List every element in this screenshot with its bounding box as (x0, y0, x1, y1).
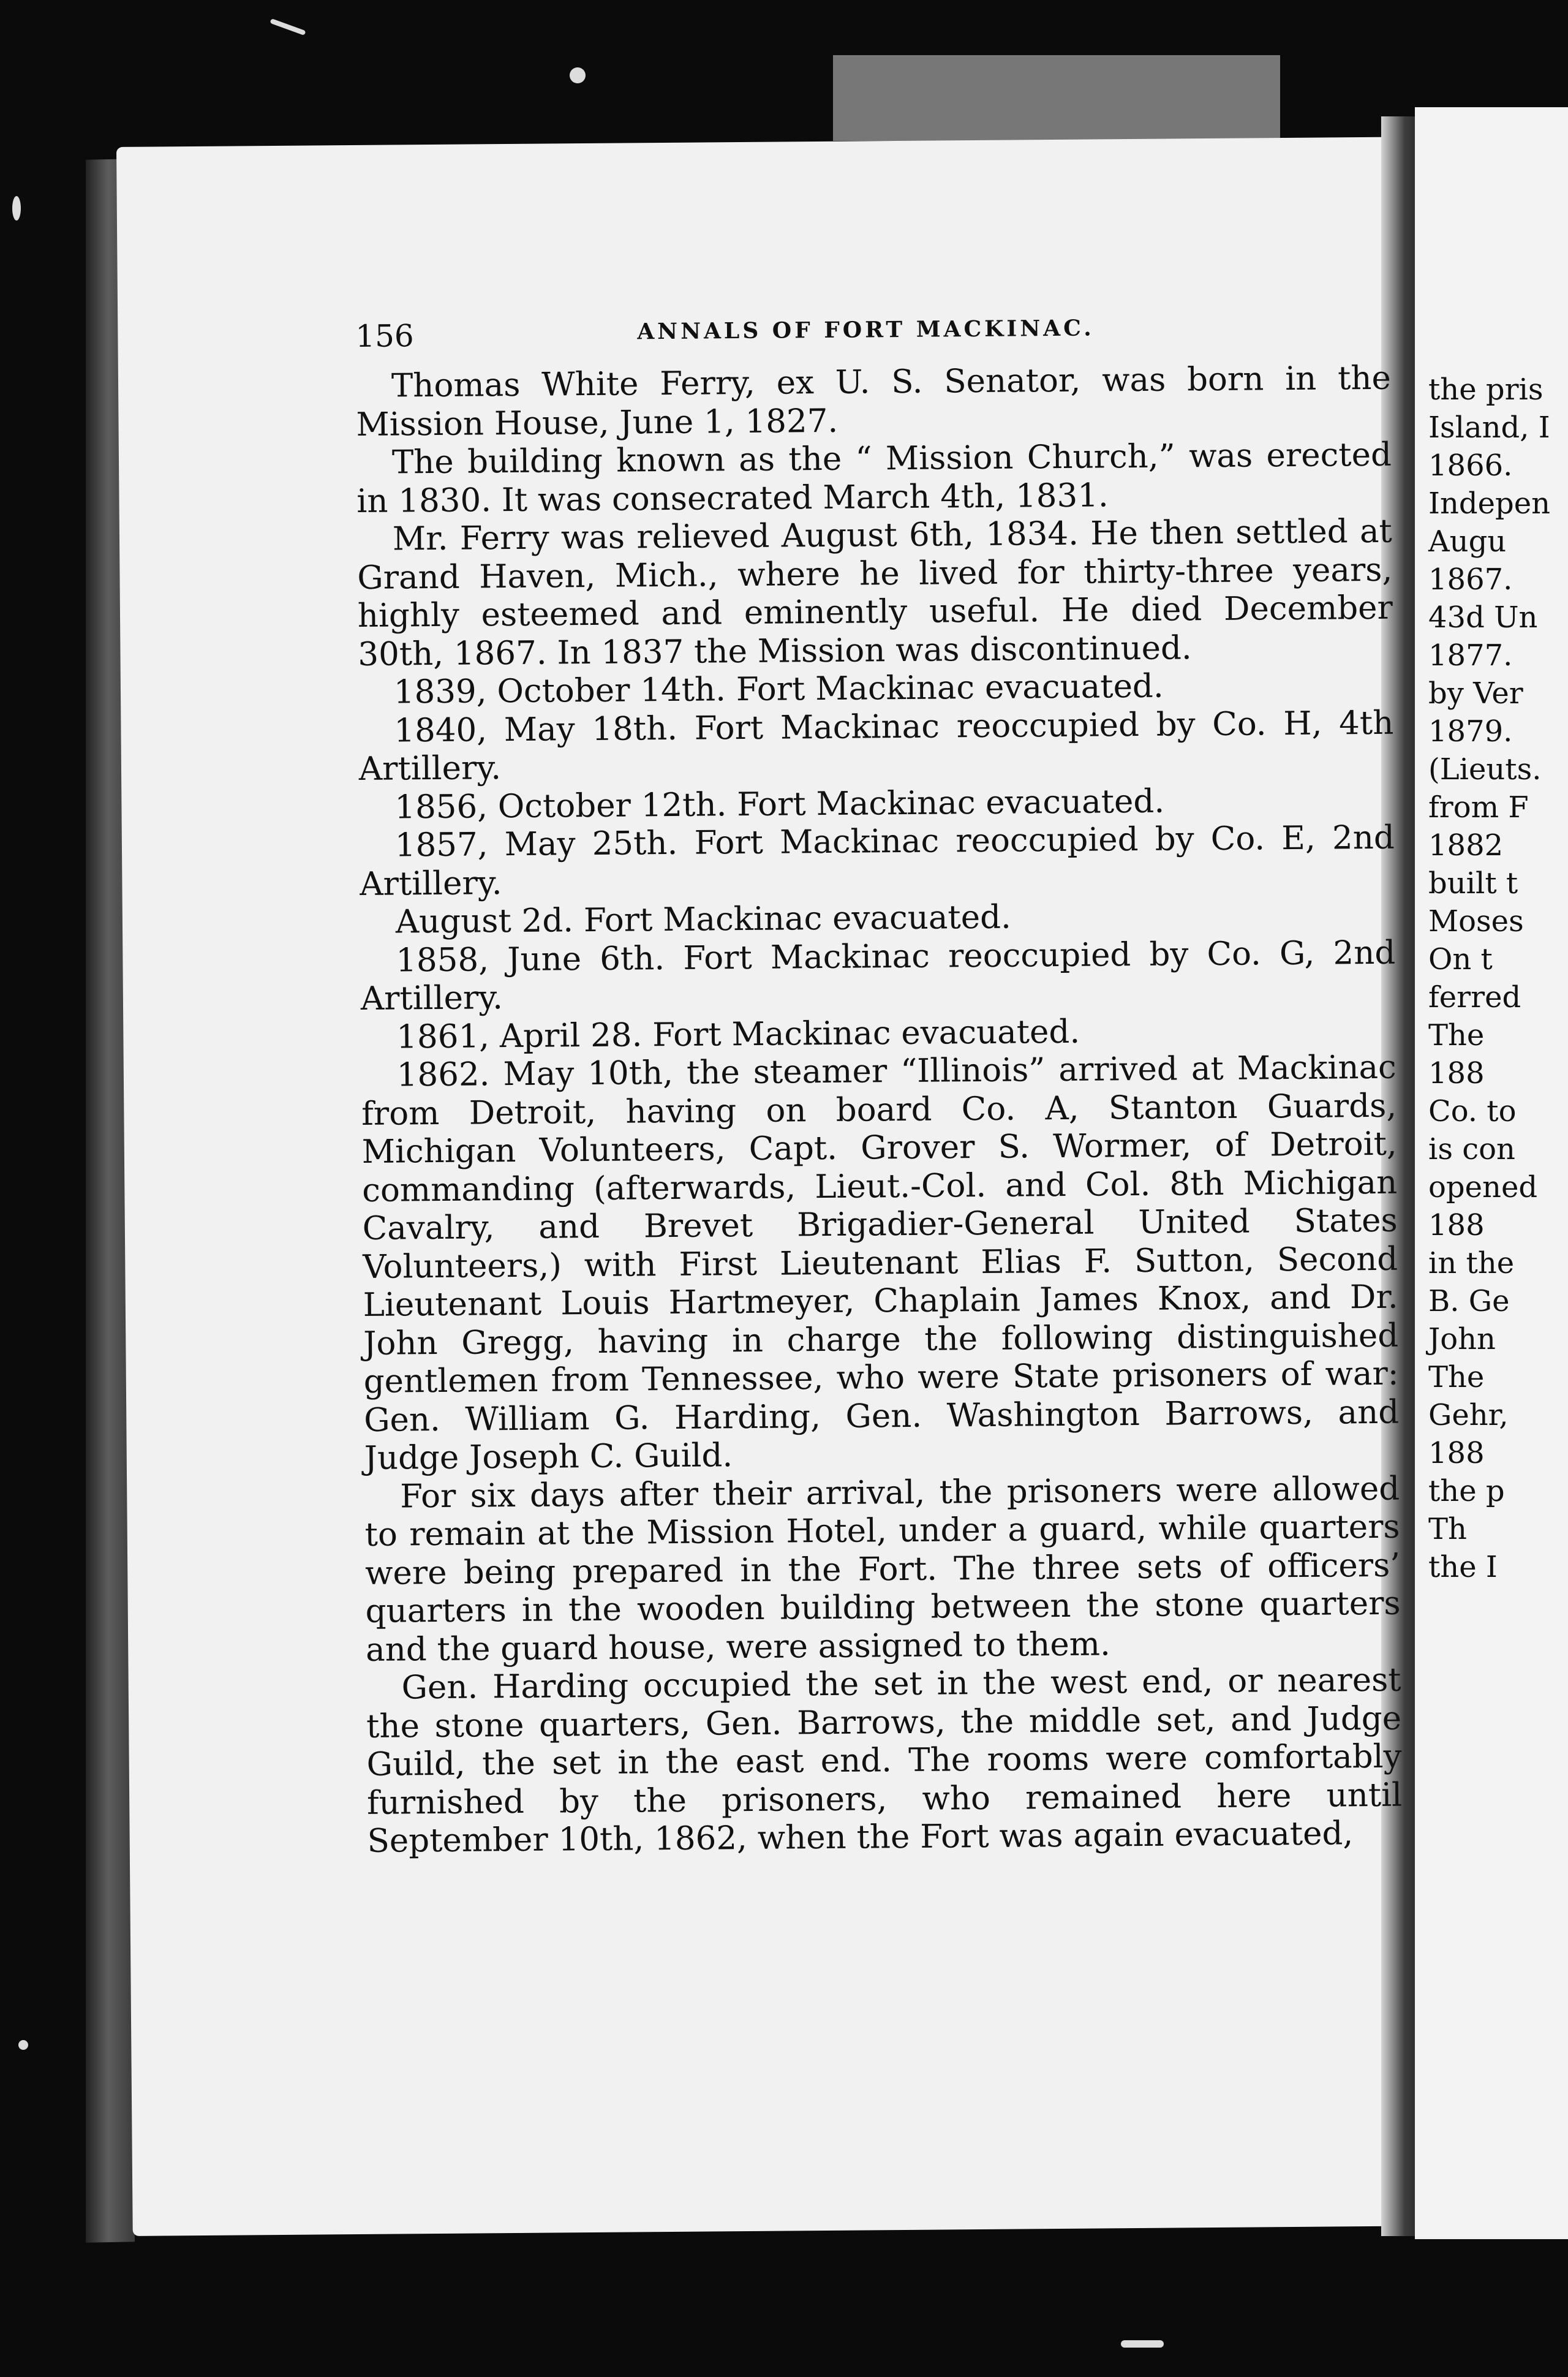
paragraph: Thomas White Ferry, ex U. S. Senator, was born in the Mission House, June 1, 1827. (356, 359, 1392, 444)
facing-line: in the (1428, 1246, 1515, 1280)
facing-line: John (1428, 1322, 1496, 1356)
facing-line: 188 (1428, 1056, 1485, 1090)
facing-line: The (1428, 1018, 1485, 1052)
paragraph: Mr. Ferry was relieved August 6th, 1834. He then settled at Grand Haven, Mich., where he lived for thirty-three years, highly esteemed and eminently useful. He died December 30th, 1867. In 1837 the Mission was discontinued. (357, 512, 1393, 673)
dust-speck (270, 18, 306, 36)
facing-line: Indepen (1428, 486, 1551, 521)
facing-line: On t (1428, 942, 1493, 977)
paragraph: 1858, June 6th. Fort Mackinac reoccupied by Co. G, 2nd Artillery. (360, 934, 1396, 1018)
paragraph: 1840, May 18th. Fort Mackinac reoccupied by Co. H, 4th Artillery. (358, 704, 1394, 788)
facing-line: 188 (1428, 1208, 1485, 1242)
paragraph: 1856, October 12th. Fort Mackinac evacuated. (394, 782, 1165, 826)
facing-line: Island, I (1428, 410, 1550, 445)
right-page-fragment (1415, 107, 1568, 2239)
paragraph: 1857, May 25th. Fort Mackinac reoccupied by Co. E, 2nd Artillery. (360, 818, 1395, 903)
paragraph: Gen. Harding occupied the set in the west end, or nearest the stone quarters, Gen. Barrows, the middle set, and Judge Guild, the set in the east end. The rooms were comfortably furnished by the prisoners, who remained here until September 10th, 1862, when the Fort was again evacuated, (366, 1661, 1403, 1860)
paragraph: 1839, October 14th. Fort Mackinac evacuated. (393, 667, 1164, 711)
facing-line: 188 (1428, 1436, 1485, 1470)
paragraph: 1862. May 10th, the steamer “Illinois” arrived at Mackinac from Detroit, having on board Co. A, Stanton Guards, Michigan Volunteers, Capt. Grover S. Wormer, of Detroit, commanding (afterwards, Lieut.-Col. and Col. 8th Michigan Cavalry, and Brevet Brigadier-General United States Volunteers,) with First Lieutenant Elias F. Sutton, Second Lieutenant Louis Hartmeyer, Chaplain James Knox, and Dr. John Gregg, having in charge the following distinguished gentlemen from Tennessee, who were State prisoners of war: Gen. William G. Harding, Gen. Washington Barrows, and Judge Joseph C. Guild. (361, 1048, 1400, 1477)
scan-background-stripe (833, 55, 1280, 141)
paragraph: For six days after their arrival, the prisoners were allowed to remain at the Mission Hotel, under a guard, while quarters were being prepared in the Fort. The three sets of officers’ quarters in the wooden building between the stone quarters and the guard house, were assigned to them. (364, 1470, 1401, 1669)
body-text (356, 360, 1403, 1861)
running-title: ANNALS OF FORT MACKINAC. (637, 315, 1095, 345)
facing-line: Moses (1428, 904, 1524, 939)
facing-line: the I (1428, 1550, 1498, 1584)
left-page-content (355, 304, 1403, 1861)
running-head (355, 304, 1391, 368)
facing-line: Gehr, (1428, 1398, 1509, 1432)
facing-line: ferred (1428, 980, 1521, 1015)
facing-line: the pris (1428, 372, 1544, 407)
facing-line: Augu (1428, 524, 1507, 559)
dust-speck (1121, 2340, 1164, 2348)
facing-line: (Lieuts. (1428, 752, 1542, 787)
facing-line: 1882 (1428, 828, 1504, 863)
facing-line: by Ver (1428, 676, 1523, 711)
facing-line: 43d Un (1428, 600, 1538, 635)
dust-speck (18, 2040, 28, 2050)
facing-line: opened (1428, 1170, 1538, 1204)
facing-line: Co. to (1428, 1094, 1517, 1128)
paragraph: August 2d. Fort Mackinac evacuated. (395, 898, 1012, 941)
paragraph: The building known as the “ Mission Church,” was erected in 1830. It was consecrated March 4th, 1831. (356, 436, 1392, 520)
facing-line: Th (1428, 1512, 1467, 1546)
facing-line: 1866. (1428, 448, 1513, 483)
facing-line: B. Ge (1428, 1284, 1510, 1318)
facing-line: is con (1428, 1132, 1515, 1166)
dust-speck (570, 67, 586, 83)
facing-line: from F (1428, 790, 1529, 825)
paragraph: 1861, April 28. Fort Mackinac evacuated. (396, 1013, 1080, 1056)
facing-line: built t (1428, 866, 1518, 901)
page-number: 156 (355, 318, 414, 354)
facing-line: 1867. (1428, 562, 1513, 597)
facing-line: 1877. (1428, 638, 1513, 673)
facing-page-text (1428, 371, 1550, 1586)
facing-line: The (1428, 1360, 1485, 1394)
dust-speck (12, 196, 21, 221)
facing-line: the p (1428, 1474, 1505, 1508)
facing-line: 1879. (1428, 714, 1513, 749)
